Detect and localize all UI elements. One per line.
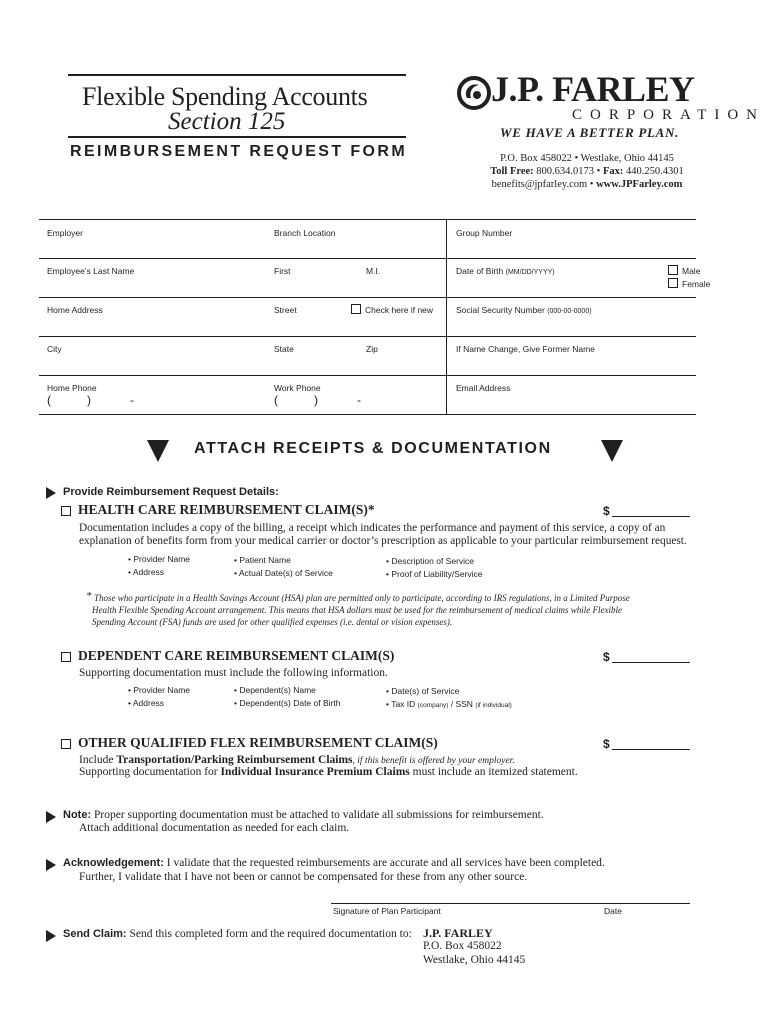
health-claim-dollar: $ xyxy=(603,504,610,518)
male-label: Male xyxy=(682,266,701,276)
bullet-text: Address xyxy=(132,567,165,577)
note-line-1 xyxy=(63,809,544,821)
note-text-1: Proper supporting documentation must be attached to validate all submissions for reimbursement. xyxy=(93,809,544,821)
middle-initial-field[interactable]: M.I. xyxy=(366,266,381,276)
home-phone-close-paren: ) xyxy=(87,393,91,407)
provide-details-label: Provide Reimbursement Request Details: xyxy=(63,486,279,498)
dependent-bullet-dates: • Date(s) of Service xyxy=(386,686,460,696)
work-phone-open-paren: ( xyxy=(274,393,278,407)
home-phone-field[interactable]: Home Phone xyxy=(47,383,97,393)
bullet-text: Address xyxy=(132,698,165,708)
send-city: Westlake, Ohio 44145 xyxy=(423,954,526,966)
bullet-text: Description of Service xyxy=(391,556,475,566)
send-text: Send this completed form and the required documentation to: xyxy=(129,928,412,940)
other-claim-title: OTHER QUALIFIED FLEX REIMBURSEMENT CLAIM(S) xyxy=(78,735,438,750)
female-label: Female xyxy=(682,279,711,289)
health-bullet-provider: • Provider Name xyxy=(128,554,191,564)
send-name: J.P. FARLEY xyxy=(423,926,493,940)
other-support-line xyxy=(79,766,578,778)
company-logo-icon xyxy=(457,76,491,110)
dependent-claim-title: DEPENDENT CARE REIMBURSEMENT CLAIM(S) xyxy=(78,648,395,663)
other-claim-dollar: $ xyxy=(603,737,610,751)
header-top-rule xyxy=(68,74,406,76)
company-address: P.O. Box 458022 • Westlake, Ohio 44145 xyxy=(500,153,674,164)
fax-label: Fax: xyxy=(602,166,624,177)
health-claim-checkbox[interactable] xyxy=(61,506,71,516)
bullet-text: Provider Name xyxy=(133,685,191,695)
new-address-checkbox[interactable] xyxy=(351,304,361,314)
bullet-text: / SSN xyxy=(450,699,473,709)
signature-label: Signature of Plan Participant xyxy=(333,906,441,916)
health-bullet-proof: • Proof of Liability/Service xyxy=(386,569,483,579)
dependent-doc-line: Supporting documentation must include the following information. xyxy=(79,667,388,679)
branch-location-field[interactable]: Branch Location xyxy=(274,228,336,238)
grid-line-2 xyxy=(39,297,696,298)
send-line xyxy=(63,928,412,940)
ssn-field[interactable] xyxy=(456,305,592,315)
dependent-bullet-address: • Address xyxy=(128,698,165,708)
bullet-text: Patient Name xyxy=(239,555,291,565)
ssn-label: Social Security Number xyxy=(456,305,545,315)
grid-line-top xyxy=(39,219,696,220)
health-bullet-address: • Address xyxy=(128,567,165,577)
date-label: Date xyxy=(604,906,622,916)
other-include-line xyxy=(79,754,515,766)
female-checkbox[interactable] xyxy=(668,278,678,288)
hsa-footnote-line-1: Those who participate in a Health Savings Account (HSA) plan are permitted only to participate, according to IRS regulations, in a Limited Purpose xyxy=(94,593,630,603)
former-name-field[interactable]: If Name Change, Give Former Name xyxy=(456,344,595,354)
ssn-format: (000-00-0000) xyxy=(547,308,592,315)
dob-format: (MM/DD/YYYY) xyxy=(505,269,555,276)
company-email: benefits@jpfarley.com xyxy=(491,179,588,190)
note-label: Note: xyxy=(63,809,92,821)
section-title: Section 125 xyxy=(168,108,286,135)
send-po: P.O. Box 458022 xyxy=(423,940,502,952)
company-name: J.P. FARLEY xyxy=(491,69,695,109)
insurance-text: Individual Insurance Premium Claims xyxy=(220,766,410,778)
bullet-small-text: (if individual) xyxy=(475,702,512,709)
include-text: Include xyxy=(79,754,114,766)
hsa-footnote-line-2: Health Flexible Spending Account arrangement. This means that HSA dollars must be used for the reimbursement of medical claims while Flexible xyxy=(92,605,623,615)
toll-free-label: Toll Free: xyxy=(490,166,534,177)
work-phone-dash: - xyxy=(357,393,361,407)
email-address-field[interactable]: Email Address xyxy=(456,383,511,393)
new-address-label: Check here if new xyxy=(365,305,434,315)
grid-line-3 xyxy=(39,336,696,337)
dependent-bullet-taxid: • Tax ID (company) / SSN (if individual) xyxy=(386,699,512,709)
provide-details-arrow-icon xyxy=(46,487,56,499)
note-line-2: Attach additional documentation as needed for each claim. xyxy=(79,822,350,834)
other-claim-amount-line[interactable] xyxy=(612,749,690,750)
signature-line[interactable] xyxy=(331,903,690,904)
male-checkbox[interactable] xyxy=(668,265,678,275)
grid-line-1 xyxy=(39,258,696,259)
company-phone-fax: Toll Free: 800.634.0173 • Fax: 440.250.4301 xyxy=(490,166,684,177)
city-field[interactable]: City xyxy=(47,344,62,354)
send-label: Send Claim: xyxy=(63,928,127,940)
hsa-footnote-star: * xyxy=(86,590,92,602)
bullet-text: Dependent(s) Name xyxy=(239,685,316,695)
dependent-bullet-provider: • Provider Name xyxy=(128,685,191,695)
company-corporation: CORPORATION xyxy=(572,107,766,123)
ack-line-1 xyxy=(63,857,605,869)
fax-number: 440.250.4301 xyxy=(626,166,684,177)
company-tagline: WE HAVE A BETTER PLAN. xyxy=(500,125,680,140)
transport-text: Transportation/Parking Reimbursement Claims xyxy=(116,754,353,766)
home-phone-dash: - xyxy=(130,393,134,407)
right-down-triangle-icon xyxy=(601,440,623,462)
last-name-field[interactable]: Employee’s Last Name xyxy=(47,266,135,276)
dependent-bullet-dob: • Dependent(s) Date of Birth xyxy=(234,698,341,708)
dependent-claim-checkbox[interactable] xyxy=(61,652,71,662)
support-prefix: Supporting documentation for xyxy=(79,766,218,778)
page-title: Flexible Spending Accounts xyxy=(82,82,368,111)
street-field[interactable]: Street xyxy=(274,305,297,315)
send-arrow-icon xyxy=(46,930,56,942)
employer-field[interactable]: Employer xyxy=(47,228,83,238)
health-claim-title-text: HEALTH CARE REIMBURSEMENT CLAIM(S) xyxy=(78,502,368,517)
hsa-footnote-line-3: Spending Account (FSA) funds are used for other qualified expenses (i.e. dental or vision expenses). xyxy=(92,617,453,627)
dob-label: Date of Birth xyxy=(456,266,504,276)
bullet-text: Date(s) of Service xyxy=(391,686,460,696)
other-claim-checkbox[interactable] xyxy=(61,739,71,749)
ack-label: Acknowledgement: xyxy=(63,857,164,869)
date-of-birth-field[interactable] xyxy=(456,266,555,276)
bullet-small-text: (company) xyxy=(417,702,449,709)
dependent-bullet-name: • Dependent(s) Name xyxy=(234,685,316,695)
left-down-triangle-icon xyxy=(147,440,169,462)
form-title: REIMBURSEMENT REQUEST FORM xyxy=(70,143,408,160)
bullet-text: Actual Date(s) of Service xyxy=(238,568,333,578)
home-phone-open-paren: ( xyxy=(47,393,51,407)
bullet-text: Provider Name xyxy=(133,554,191,564)
health-claim-title xyxy=(78,502,375,518)
grid-line-bottom xyxy=(39,414,696,415)
support-suffix: must include an itemized statement. xyxy=(412,766,578,778)
dependent-claim-dollar: $ xyxy=(603,650,610,664)
bullet-text: Tax ID xyxy=(391,699,416,709)
group-number-field[interactable]: Group Number xyxy=(456,228,513,238)
header-bottom-rule xyxy=(68,136,406,138)
company-web: benefits@jpfarley.com • www.JPFarley.com xyxy=(491,179,683,190)
bullet-text: Dependent(s) Date of Birth xyxy=(239,698,341,708)
note-arrow-icon xyxy=(46,811,56,823)
state-field[interactable]: State xyxy=(274,344,294,354)
work-phone-field[interactable]: Work Phone xyxy=(274,383,321,393)
home-address-field[interactable]: Home Address xyxy=(47,305,103,315)
health-doc-line-1: Documentation includes a copy of the billing, a receipt which indicates the performance and payment of this service, a copy of an xyxy=(79,522,666,534)
company-website: www.JPFarley.com xyxy=(596,179,683,190)
grid-line-4 xyxy=(39,375,696,376)
ack-text-1: I validate that the requested reimbursements are accurate and all services have been completed. xyxy=(166,857,605,869)
transport-note: , if this benefit is offered by your employer. xyxy=(352,756,515,766)
ack-arrow-icon xyxy=(46,859,56,871)
bullet-text: Proof of Liability/Service xyxy=(391,569,483,579)
zip-field[interactable]: Zip xyxy=(366,344,378,354)
grid-divider xyxy=(446,219,447,414)
first-name-field[interactable]: First xyxy=(274,266,291,276)
health-bullet-patient: • Patient Name xyxy=(234,555,291,565)
toll-free-number: 800.634.0173 xyxy=(536,166,595,177)
health-claim-asterisk: * xyxy=(367,502,375,517)
health-bullet-dates: • Actual Date(s) of Service xyxy=(234,568,333,578)
health-doc-line-2: explanation of benefits form from your medical carrier or doctor’s prescription as applicable to your particular reimbursement request. xyxy=(79,535,687,547)
health-claim-amount-line[interactable] xyxy=(612,516,690,517)
health-bullet-description: • Description of Service xyxy=(386,556,475,566)
attach-heading: ATTACH RECEIPTS & DOCUMENTATION xyxy=(194,440,552,457)
work-phone-close-paren: ) xyxy=(314,393,318,407)
ack-line-2: Further, I validate that I have not been or cannot be compensated for these from any other source. xyxy=(79,871,528,883)
dependent-claim-amount-line[interactable] xyxy=(612,662,690,663)
